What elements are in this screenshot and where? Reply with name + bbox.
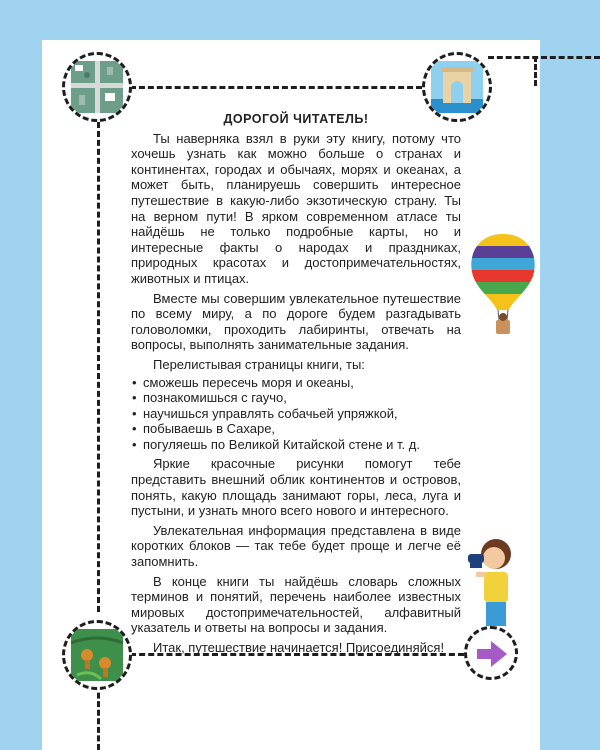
monkeys-in-jungle-icon xyxy=(62,620,132,690)
route-line-down xyxy=(97,684,100,750)
paragraph-pictures: Яркие красочные рисунки помогут тебе представить внешний облик континентов и островов, понять, какую площадь занимают горы, леса, луга и пустыни, и узнать много всего нового и интересного. xyxy=(131,456,461,519)
paragraph-list-lead: Перелистывая страницы книги, ты: xyxy=(153,356,365,372)
child-with-binoculars-icon xyxy=(462,536,524,633)
route-line-top-right xyxy=(488,56,600,59)
list-item: • научишься управлять собачьей упряжкой, xyxy=(131,406,461,422)
next-arrow-icon xyxy=(477,641,507,667)
route-line-top xyxy=(130,86,422,89)
paragraph-journey: Вместе мы совершим увлекательное путешествие по всему миру, а по дороге будем разгадывать головоломки, проходить лабиринты, отвечать на вопросы, выполнять занимательные задания. xyxy=(131,290,461,353)
city-map-icon xyxy=(62,52,132,122)
hot-air-balloon-icon xyxy=(463,232,543,347)
page-title: ДОРОГОЙ ЧИТАТЕЛЬ! xyxy=(223,112,369,126)
list-item: • погуляешь по Великой Китайской стене и т. д. xyxy=(131,437,461,453)
closing-line: Итак, путешествие начинается! Присоединяйся! xyxy=(153,640,445,655)
list-item: • сможешь пересечь моря и океаны, xyxy=(131,375,461,391)
route-line-right xyxy=(534,56,537,86)
list-item: • побываешь в Сахаре, xyxy=(131,421,461,437)
paragraph-intro: Ты наверняка взял в руки эту книгу, потому что хочешь узнать как можно больше о странах и континентах, городах и обычаях, морях и океанах, а может быть, планируешь совершить интересное путешествие в какую-либо экзотическую страну. Ты на верном пути! В ярком современном атласе ты найдёшь не только подробные карты, но и интересные факты о народах и праздниках, природных красотах и достопримечательностях, животных и птицах. xyxy=(131,130,461,286)
paragraph-blocks: Увлекательная информация представлена в виде коротких блоков — так тебе будет проще и легче её запомнить. xyxy=(131,522,461,570)
intro-text xyxy=(131,112,461,660)
list-item: • познакомишься с гаучо, xyxy=(131,390,461,406)
paragraph-glossary: В конце книги ты найдёшь словарь сложных терминов и понятий, перечень наиболее известных мировых достопримечательностей, алфавитный указатель и ответы на вопросы и задания. xyxy=(131,573,461,636)
route-line-left xyxy=(97,122,100,612)
next-page-button[interactable] xyxy=(464,626,518,680)
feature-list xyxy=(131,375,461,453)
